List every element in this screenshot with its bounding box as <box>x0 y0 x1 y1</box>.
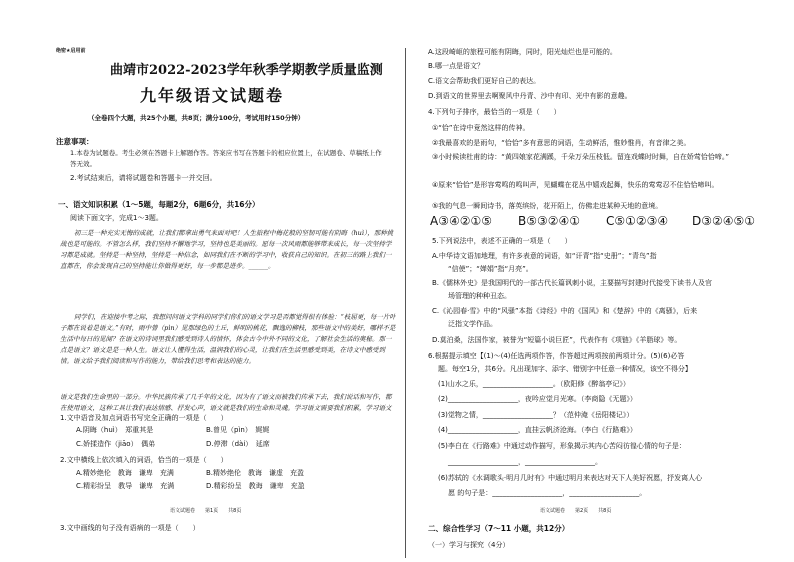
q5-line-6: 泛指文学作品。 <box>448 320 497 328</box>
part2-subheading: （一）学习与探究（4分） <box>428 541 510 549</box>
q2-option-a: A.精妙绝伦 教诲 谦卑 充满 <box>76 469 174 477</box>
left-footer: 语文试题卷 第1页 共8页 <box>170 508 242 514</box>
q4-stem: 4.下列句子排序，最恰当的一项是（ ） <box>428 108 561 116</box>
q2-option-c: C.精彩纷呈 教导 谦卑 充满 <box>76 482 175 490</box>
passage-1: 初三是一种充实无悔的成就，让我们都拿出勇气来面对吧！人生旅程中梅花般的坚韧可能有阴晦（huì），那种挑战也是可能的。不管怎么样，我们坚持不懈地学习，坚持也是美丽的。愿每一次风雨都能够带来成长，每一次坚持学习都是成就。坚持是一种坚持，坚持是一种信念，如同我们在不断的学习中，收获自己的知识。在初三的路上我们一直都在，你会发现自己的坚持能让你做得更好，每一步都是进步。______。 <box>60 229 394 270</box>
q4-item-2: ②我最喜欢的是雨句，“恰恰”多有意思的词语，生动鲜活，惟妙惟肖，有音律之美。 <box>432 139 691 147</box>
secret-label: 绝密★启用前 <box>56 48 86 54</box>
q1-option-c: C.娇揉造作（jiāo） 偶弟 <box>76 440 156 448</box>
q4-choice-c: C⑤①②③④ <box>606 214 669 228</box>
q6-line-3: (3)觉物之情，____________________？（范仲淹《岳阳楼记》） <box>438 411 634 419</box>
q6-line-4: (4)____________________，直挂云帆济沧海。（李白《行路难》） <box>438 426 637 434</box>
q4-item-3: ③小时候读杜甫的诗：“黄四娘家花满蹊，千朵万朵压枝低。留连戏蝶时时舞，自在娇莺恰恰啼。” <box>432 153 730 161</box>
q4-choice-a: A③④②①⑤ <box>430 214 492 228</box>
passage-3: 语文是我们生命里的一部分。中华民族传承了几千年的文化，因为有了语文而被我们传承下去，我们说话和写作，都在使用语文，这种工具让我们表达情感、抒发心声，语文就是我们的生命和灵魂。学习语文需要我们积累，学习语文 <box>60 393 392 412</box>
q1-option-d: D.停滞（dài） 延席 <box>206 440 270 448</box>
exam-title: 曲靖市2022-2023学年秋季学期教学质量监测 <box>110 63 383 78</box>
part1-intro: 阅读下面文字，完成1～3题。 <box>70 214 163 222</box>
q4-item-4: ④原来“恰恰”是形容莺鸣的鸣叫声，见蝴蝶在花丛中嬉戏起舞，快乐的莺莺忍不住恰恰啼叫。 <box>432 181 719 189</box>
q3-option-c: C.语文会帮助我们更好自己的表达。 <box>428 77 541 85</box>
right-footer: 语文试题卷 第2页 共8页 <box>540 508 612 514</box>
q5-stem: 5.下列说法中，表述不正确的一项是（ ） <box>432 237 572 245</box>
note-1: 1.本卷为试题卷。考生必须在答题卡上解题作答。答案应书写在答题卡的相应位置上，在试题卷、草稿纸上作答无效。 <box>70 149 382 168</box>
q3-option-b: B.哪一点是语文？ <box>428 62 485 70</box>
q2-stem: 2.文中横线上依次填入的词语，恰当的一项是（ ） <box>60 456 228 464</box>
passage-2: 同学们，在迎接中考之际，我想问问语文学科的同学们你们的语文学习是否都觉得很有体验：“枝屈更，每一片叶子都在说着是语文。”有时，雨中曾（pìn）见那绿色的土丘，鲜明的桃花，飘逸的柳枝，那些语文中的美好，哪样不是生活中每日的见闻？在语文的诗词里我们感受到诗人的情怀，体会古今中外不同的文化，了解社会生活的奥秘。那一点是语文？语文是是一种人生。语文让人懂得生活，温润我们的心灵，让我们在生活里感受到美，在诗文中感受到情。语文给予我们阅读和写作的能力，带给我们思考和表达的能力。 <box>60 313 396 365</box>
part2-heading: 二、综合性学习（7～11 小题，共12分） <box>428 524 570 533</box>
q4-item-5: ⑤我的气息一瞬间诗书，落英缤纷，花开陌上，仿佛走进某种天地的意境。 <box>432 202 663 210</box>
q4-item-1: ①“恰”在诗中竟然这样的传神。 <box>432 124 530 132</box>
note-2: 2.考试结束后，请将试题卷和答题卡一并交回。 <box>70 174 217 182</box>
q4-choice-d: D③②④⑤① <box>692 214 756 228</box>
q5-line-3: B.《儒林外史》是我国明代的一部古代长篇讽刺小说，主要描写封建时代接受下读书人及官 <box>432 279 713 287</box>
q5-line-1: A.中华诗文语加地理，有许多表意的词语，如“讦青”指“史册”；“青鸟”指 <box>432 252 657 260</box>
right-page <box>410 0 794 562</box>
q5-line-4: 场管理的种种丑态。 <box>448 292 511 300</box>
part1-heading: 一、语文知识积累（1～5题，每题2分，6题6分，共16分） <box>58 200 260 209</box>
notes-heading: 注意事项： <box>56 137 94 146</box>
q1-option-a: A.阴晦（huì） 郑重其是 <box>76 426 154 434</box>
q6-line-7: (6)苏轼的《水调歌头·明月几时有》中通过明月来表达对天下人美好祝愿，抒发离人心 <box>438 474 703 482</box>
q6-line-6: ____________________，____________________。 <box>448 458 602 466</box>
q5-line-7: D.莫泊桑，法国作家，被誉为“短篇小说巨匠”，代表作有《项链》《羊脂球》等。 <box>432 336 682 344</box>
q3-option-a: A.这段崎岖的旅程可能有阴晦，同时，阳光灿烂也是可能的。 <box>428 48 617 56</box>
q6-line-2: (2)____________________，夜吟应觉月光寒。（李商隐《无题》） <box>438 395 637 403</box>
q2-option-b: B.精妙绝伦 教诲 谦虚 充盈 <box>206 469 305 477</box>
q6-line-8: 愿 的句子是：____________________，____________________。 <box>448 489 647 497</box>
q4-choice-b: B⑤③②④① <box>518 214 581 228</box>
q1-stem: 1.文中语音及加点词语书写完全正确的一项是（ ） <box>60 414 228 422</box>
q5-line-2: “信使”；“婵娟”指“月亮”。 <box>448 265 533 273</box>
q5-line-5: C.《沁园春·雪》中的“风骚”本指《诗经》中的《国风》和《楚辞》中的《离骚》，后来 <box>432 307 698 315</box>
q2-option-d: D.精彩纷呈 教诲 谦卑 充盈 <box>206 482 305 490</box>
q1-option-b: B.曾见（pìn） 娓娓 <box>206 426 270 434</box>
q6-line-5: (5)李白在《行路难》中通过动作描写，形象揭示其内心苦闷彷徨心情的句子是： <box>438 442 686 450</box>
q6-stem-2: 题。每空1分，共6分。凡出现加字、添字、错别字中任意一种情况，该空不得分】 <box>438 365 692 373</box>
q6-line-1: (1)山水之乐，____________________。（欧阳修《醉翁亭记》） <box>438 380 630 388</box>
column-divider <box>405 48 406 558</box>
q3-option-d: D.到语文的世界里去啊聚风中丹青、沙中有印、光中有影的意趣。 <box>428 92 632 100</box>
paper-title: 九年级语文试题卷 <box>140 86 285 105</box>
exam-info: （全卷四个大题，共25个小题，共8页；满分100分，考试用时150分钟） <box>88 114 305 122</box>
q3-stem: 3.文中画线的句子没有语病的一项是（ ） <box>60 524 200 532</box>
q6-stem: 6.根据提示填空【(1)～(4)任选两项作答，作答超过两项按前两项计分。(5)(6)必答 <box>428 352 685 360</box>
